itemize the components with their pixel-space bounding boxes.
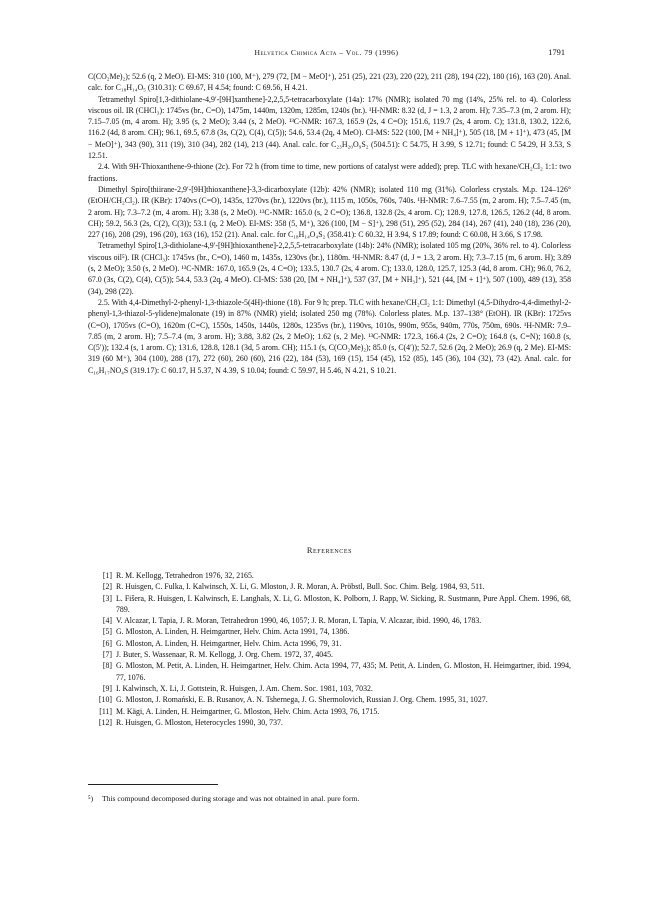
reference-text: G. Mloston, A. Linden, H. Heimgartner, Helv. Chim. Acta 1991, 74, 1386. xyxy=(116,627,350,637)
running-title: Helvetica Chimica Acta – Vol. 79 (1996) xyxy=(254,48,399,57)
references-list xyxy=(88,570,571,728)
reference-item xyxy=(88,593,571,616)
reference-item xyxy=(88,581,571,592)
reference-number: [3] xyxy=(102,593,112,603)
reference-text: I. Kalwinsch, X. Li, J. Gottstein, R. Huisgen, J. Am. Chem. Soc. 1981, 103, 7032. xyxy=(116,683,373,693)
reference-text: V. Alcazar, I. Tapia, J. R. Moran, Tetrahedron 1990, 46, 1057; J. R. Moran, I. Tapia, V. Alcazar, ibid. 1990, 46, 1783. xyxy=(116,616,482,626)
footnote-text: This compound decomposed during storage and was not obtained in anal. pure form. xyxy=(102,794,360,803)
footnote xyxy=(88,793,571,804)
reference-item xyxy=(88,706,571,717)
reference-item xyxy=(88,694,571,705)
reference-number: [2] xyxy=(102,582,112,592)
reference-number: [1] xyxy=(102,571,112,580)
references-heading: References xyxy=(306,546,353,555)
reference-item xyxy=(88,615,571,626)
reference-number: [11] xyxy=(99,706,112,716)
reference-item xyxy=(88,638,571,649)
footnote-mark: ⁵) xyxy=(88,794,94,803)
reference-item xyxy=(88,683,571,694)
paragraph: 2.4. With 9H-Thioxanthene-9-thione (2c). For 72 h (from time to time, new portions of catalyst were added); prep. TLC with hexane/CH₂Cl₂ 1:1: two fractions. xyxy=(88,162,571,183)
reference-number: [8] xyxy=(102,661,112,671)
paragraph: Tetramethyl Spiro[1,3-dithiolane-4,9′-[9H]thioxanthene]-2,2,5,5-tetracarboxylate (14b): 24% (NMR); isolated 105 mg (20%, 36% rel. to 4). Colorless viscous oil⁵). IR (CHCl₃): 1745vs (br., C=O), 1460 m, 1435s, 1230vs (br.), 1180m. ¹H-NMR: 8.47 (d, J = 1.3, 2 arom. H); 7.3–7.15 (m, 6 arom. H); 3.89 (s, 2 MeO); 3.50 (s, 2 MeO). ¹³C-NMR: 167.0, 165.9 (2s, 4 C=O); 133.5, 130.7 (2s, 4 arom. C); 133.0, 128.0, 125.7, 125.3 (4d, 8 arom. CH); 96.0, 76.2, 67.0 (3s, C(2), C(4), C(5)); 54.4, 53.3 (2q, 4 MeO). CI-MS: 538 (20, [M + NH₄]⁺), 537 (37, [M + NH₃]⁺), 521 (44, [M + 1]⁺), 507 (100), 489 (13), 358 (34), 298 (22). xyxy=(88,241,571,296)
reference-item xyxy=(88,570,571,581)
reference-text: G. Mloston, M. Petit, A. Linden, H. Heimgartner, Helv. Chim. Acta 1994, 77, 435; M. Petit, A. Linden, G. Mloston, H. Heimgartner, ibid. 1994, 77, 1076. xyxy=(116,661,571,682)
paragraph: 2.5. With 4,4-Dimethyl-2-phenyl-1,3-thiazole-5(4H)-thione (18). For 9 h; prep. TLC with hexane/CH₂Cl₂ 1:1: Dimethyl (4,5-Dihydro-4,4-dimethyl-2-phenyl-1,3-thiazol-5-ylidene)malonate (19) in 87% (NMR) yield; isolated 250 mg (78%). Colorless plates. M.p. 137–138° (EtOH). IR (KBr): 1725vs (C=O), 1705vs (C=O), 1620m (C=C), 1550s, 1450s, 1440s, 1280s, 1235vs (br.), 1190vs, 1010s, 990m, 955s, 940m, 770s, 750m, 690s. ¹H-NMR: 7.9–7.85 (m, 2 arom. H); 7.5–7.4 (m, 3 arom. H); 3.88, 3.82 (2s, 2 MeO); 1.62 (s, 2 Me). ¹³C-NMR: 172.3, 166.4 (2s, 2 C=O); 164.8 (s, C=N); 160.8 (s, C(5′)); 132.4 (s, 1 arom. C); 131.6, 128.8, 128.1 (3d, 5 arom. CH); 115.1 (s, C(CO₂Me)₂); 85.0 (s, C(4′)); 52.7, 52.6 (2q, 2 MeO); 26.9 (q, 2 Me). EI-MS: 319 (60 M⁺), 304 (100), 288 (17), 272 (60), 260 (60), 216 (22), 184 (53), 169 (15), 154 (45), 152 (85), 145 (36), 104 (32), 73 (42). Anal. calc. for C₁₆H₁₇NO₄S (319.17): C 60.17, H 5.37, N 4.39, S 10.04; found: C 59.97, H 5.46, N 4.21, S 10.21. xyxy=(88,297,571,375)
reference-text: M. Kägi, A. Linden, H. Heimgartner, G. Mloston, Helv. Chim. Acta 1993, 76, 1715. xyxy=(116,706,380,716)
reference-item xyxy=(88,649,571,660)
footnote-divider xyxy=(88,784,218,785)
reference-text: J. Buter, S. Wassenaar, R. M. Kellogg, J. Org. Chem. 1972, 37, 4045. xyxy=(116,650,333,660)
reference-number: [7] xyxy=(102,650,112,660)
paragraph: Dimethyl Spiro[thiirane-2,9′-[9H]thioxanthene]-3,3-dicarboxylate (12b): 42% (NMR); isolated 110 mg (31%). Colorless crystals. M.p. 124–126° (EtOH/CH₂Cl₂). IR (KBr): 1740vs (C=O), 1435s, 1270vs (br.), 1220vs (br.), 1115 m, 1050s, 760s, 740s. ¹H-NMR: 7.6–7.55 (m, 2 arom. H); 7.5–7.45 (m, 2 arom. H); 7.3–7.2 (m, 4 arom. H); 3.38 (s, 2 MeO). ¹³C-NMR: 165.0 (s, 2 C=O); 136.8, 132.8 (2s, 4 arom. C); 128.9, 127.8, 126.5, 126.2 (4d, 8 arom. CH); 59.2, 56.3 (2s, C(2), C(3)); 53.1 (q, 2 MeO). EI-MS: 358 (5, M⁺), 326 (100, [M − S]⁺), 298 (51), 295 (52), 284 (14), 267 (41), 240 (18), 236 (20), 227 (16), 208 (29), 196 (20), 163 (16), 152 (21). Anal. calc. for C₁₈H₁₄O₄S₂ (358.41): C 60.32, H 3.94, S 17.89; found: C 60.08, H 3.66, S 17.98. xyxy=(88,184,571,240)
reference-number: [9] xyxy=(102,683,112,693)
reference-number: [10] xyxy=(98,695,112,705)
reference-item xyxy=(88,626,571,637)
paragraph: C(CO₂Me)₂); 52.6 (q, 2 MeO). EI-MS: 310 (100, M⁺), 279 (72, [M − MeO]⁺), 251 (25), 221 (23), 220 (22), 211 (28), 194 (22), 180 (16), 163 (20). Anal. calc. for C₁₈H₁₄O₅ (310.31): C 69.67, H 4.54; found: C 69.56, H 4.21. xyxy=(88,72,571,93)
experimental-text xyxy=(88,71,571,376)
reference-text: R. M. Kellogg, Tetrahedron 1976, 32, 2165. xyxy=(116,571,254,580)
reference-text: L. Fišera, R. Huisgen, I. Kalwinsch, E. Langhals, X. Li, G. Mloston, K. Polborn, J. Rapp, W. Sicking, R. Sustmann, Pure Appl. Chem. 1996, 68, 789. xyxy=(116,593,571,614)
reference-item xyxy=(88,660,571,683)
reference-text: R. Huisgen, C. Fulka, I. Kalwinsch, X. Li, G. Mloston, J. R. Moran, A. Pröbstl, Bull. Soc. Chim. Belg. 1984, 93, 511. xyxy=(116,582,485,592)
paragraph: Tetramethyl Spiro[1,3-dithiolane-4,9′-[9H]xanthene]-2,2,5,5-tetracarboxylate (14a): 17% (NMR); isolated 70 mg (14%, 25% rel. to 4). Colorless viscous oil. IR (CHCl₃): 1745vs (br., C=O), 1475m, 1440m, 1320m, 1285m, 1240s (br.). ¹H-NMR: 8.32 (d, J = 1.3, 2 arom. H); 7.35–7.3 (m, 2 arom. H); 7.15–7.05 (m, 4 arom. H); 3.95 (s, 2 MeO); 3.44 (s, 2 MeO). ¹³C-NMR: 167.3, 165.9 (2s, 4 C=O); 151.6, 119.7 (2s, 4 arom. C); 131.8, 130.2, 122.6, 116.2 (4d, 8 arom. CH); 96.1, 69.5, 67.8 (3s, C(2), C(4), C(5)); 54.6, 53.4 (2q, 4 MeO). CI-MS: 522 (100, [M + NH₄]⁺), 505 (18, [M + 1]⁺), 473 (45, [M − MeO]⁺), 343 (90), 311 (19), 310 (34), 282 (14), 213 (44). Anal. calc. for C₂₃H₂₀O₉S₂ (504.51): C 54.75, H 3.99, S 12.71; found: C 54.29, H 3.53, S 12.51. xyxy=(88,94,571,161)
reference-text: G. Mloston, J. Romański, E. B. Rusanov, A. N. Tshernega, J. G. Shermolovich, Russian J. Org. Chem. 1995, 31, 1027. xyxy=(116,695,488,705)
page-number: 1791 xyxy=(548,48,565,57)
reference-text: G. Mloston, A. Linden, H. Heimgartner, Helv. Chim. Acta 1996, 79, 31. xyxy=(116,638,342,648)
reference-number: [12] xyxy=(98,717,112,727)
reference-text: R. Huisgen, G. Mloston, Heterocycles 1990, 30, 737. xyxy=(116,717,283,727)
reference-item xyxy=(88,717,571,728)
reference-number: [5] xyxy=(102,627,112,637)
reference-number: [4] xyxy=(102,616,112,626)
reference-number: [6] xyxy=(102,638,112,648)
page-header xyxy=(88,48,565,60)
